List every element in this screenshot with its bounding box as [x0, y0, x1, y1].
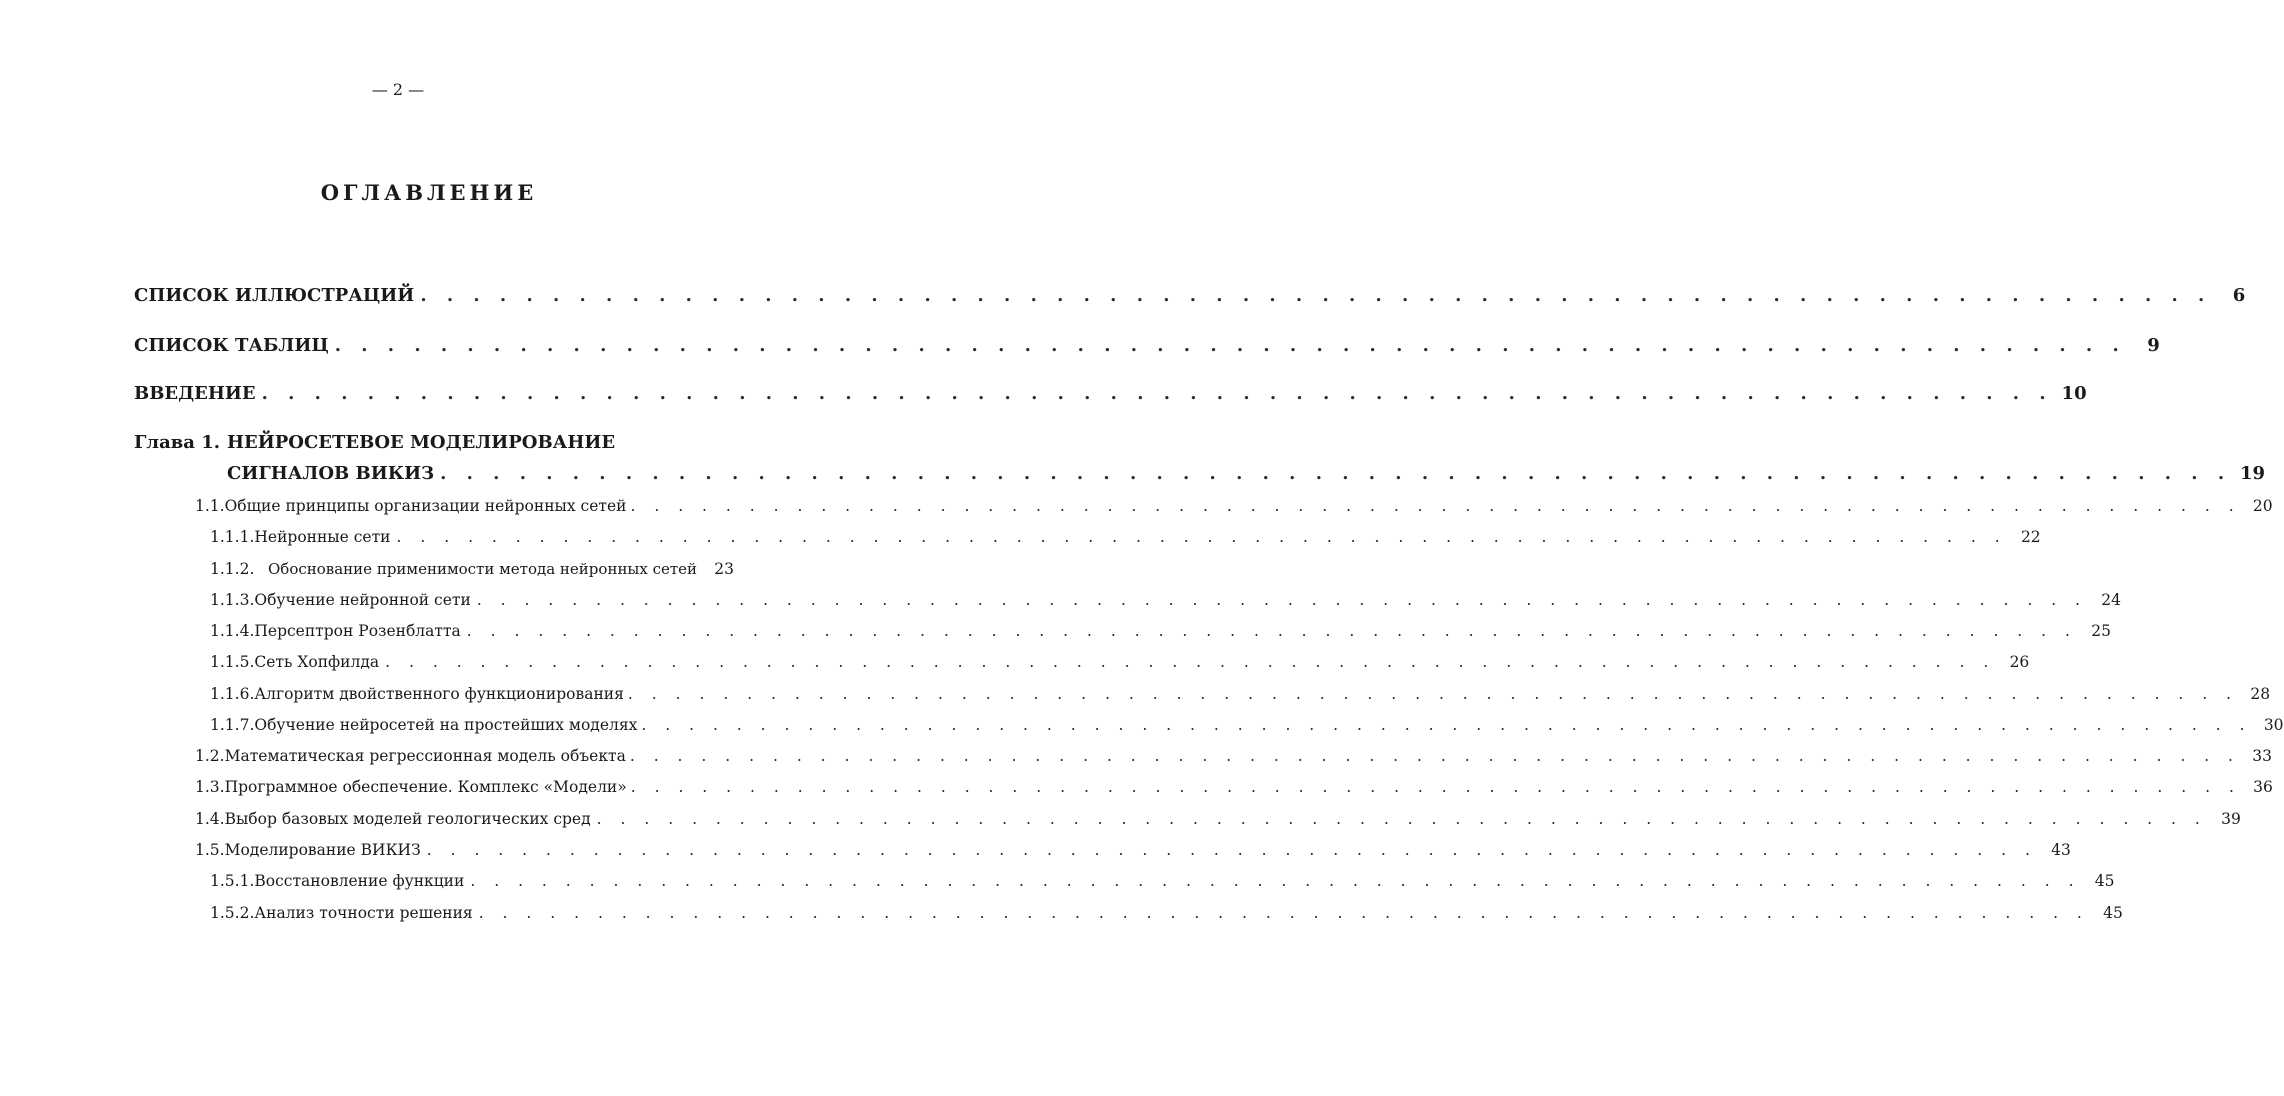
toc-entry-subsection[interactable]: [210, 716, 2284, 734]
section-title: Нейронные сети: [254, 528, 391, 546]
leader-dots: . . . . . . . . . . . . . . . . . . . . . . . . . . . . . . . . . . . . . . . . . . . . . . . . . . . . . . . . . . . . . . . . . . . .: [261, 383, 2053, 404]
leader-dots: . . . . . . . . . . . . . . . . . . . . . . . . . . . . . . . . . . . . . . . . . . . . . . . . . . . . . . . . . . . . . . . . . . . .: [470, 872, 2081, 890]
section-title: Программное обеспечение. Комплекс «Модели»: [224, 778, 627, 796]
leader-dots: . . . . . . . . . . . . . . . . . . . . . . . . . . . . . . . . . . . . . . . . . . . . . . . . . . . . . . . . . . . . . . . . . . . .: [420, 285, 2212, 306]
section-page: 20: [2252, 497, 2273, 515]
entry-page: 10: [2061, 383, 2087, 404]
section-page: 39: [2221, 810, 2241, 828]
section-number: 1.1.6.: [210, 685, 255, 703]
chapter-title-continuation[interactable]: [227, 463, 2266, 484]
section-page: 33: [2252, 747, 2272, 765]
leader-dots: . . . . . . . . . . . . . . . . . . . . . . . . . . . . . . . . . . . . . . . . . . . . . . . . . . . . . . . . . . . . . . . . . . . .: [476, 591, 2087, 609]
section-number: 1.5.1.: [210, 872, 255, 890]
entry-title: СПИСОК ТАБЛИЦ: [134, 335, 329, 356]
section-title: Математическая регрессионная модель объекта: [224, 747, 626, 765]
page-number: — 2 —: [371, 80, 425, 99]
section-page: 24: [2101, 591, 2121, 609]
section-number: 1.1.2.: [210, 560, 255, 578]
leader-dots: . . . . . . . . . . . . . . . . . . . . . . . . . . . . . . . . . . . . . . . . . . . . . . . . . . . . . . . . . . . . . . . . . . . .: [385, 653, 1996, 671]
section-page: 30: [2263, 716, 2284, 734]
section-number: 1.5.: [195, 841, 225, 859]
section-number: 1.1.4.: [210, 622, 255, 640]
section-page: 36: [2253, 778, 2273, 796]
leader-dots: . . . . . . . . . . . . . . . . . . . . . . . . . . . . . . . . . . . . . . . . . . . . . . . . . . . . . . . . . . . . . . . . . . . .: [596, 810, 2207, 828]
section-page: 45: [2103, 904, 2123, 922]
leader-dots: . . . . . . . . . . . . . . . . . . . . . . . . . . . . . . . . . . . . . . . . . . . . . . . . . . . . . . . . . . . . . . . . . . . .: [426, 841, 2037, 859]
entry-title: ВВЕДЕНИЕ: [134, 383, 256, 404]
entry-page: 19: [2240, 463, 2266, 484]
chapter-heading[interactable]: [134, 432, 615, 453]
toc-title: ОГЛАВЛЕНИЕ: [320, 180, 538, 205]
toc-entry-subsection[interactable]: [210, 653, 2030, 671]
toc-entry-subsection[interactable]: [210, 591, 2121, 609]
section-title: Восстановление функции: [254, 872, 465, 890]
chapter-label: Глава 1.: [134, 432, 221, 453]
section-page: 26: [2009, 653, 2030, 671]
section-title: Обучение нейронной сети: [254, 591, 471, 609]
section-number: 1.1.1.: [210, 528, 255, 546]
section-page: 25: [2091, 622, 2111, 640]
section-title: Персептрон Розенблатта: [254, 622, 461, 640]
section-title: Выбор базовых моделей геологических сред: [224, 810, 591, 828]
chapter-title-line2: СИГНАЛОВ ВИКИЗ: [227, 463, 435, 484]
toc-entry-list-of-tables[interactable]: [134, 335, 2160, 356]
entry-title: СПИСОК ИЛЛЮСТРАЦИЙ: [134, 285, 415, 306]
section-title: Моделирование ВИКИЗ: [224, 841, 421, 859]
section-title: Алгоритм двойственного функционирования: [254, 685, 624, 703]
toc-entry-list-of-illustrations[interactable]: [134, 285, 2246, 306]
leader-dots: . . . . . . . . . . . . . . . . . . . . . . . . . . . . . . . . . . . . . . . . . . . . . . . . . . . . . . . . . . . . . . . . . . . .: [629, 747, 2240, 765]
leader-dots: . . . . . . . . . . . . . . . . . . . . . . . . . . . . . . . . . . . . . . . . . . . . . . . . . . . . . . . . . . . . . . . . . . . .: [478, 904, 2089, 922]
toc-entry-introduction[interactable]: [134, 383, 2087, 404]
leader-dots: . . . . . . . . . . . . . . . . . . . . . . . . . . . . . . . . . . . . . . . . . . . . . . . . . . . . . . . . . . . . . . . . . . . .: [630, 497, 2241, 515]
leader-dots: . . . . . . . . . . . . . . . . . . . . . . . . . . . . . . . . . . . . . . . . . . . . . . . . . . . . . . . . . . . . . . . . . . . .: [466, 622, 2077, 640]
section-number: 1.2.: [195, 747, 225, 765]
section-page: 28: [2250, 685, 2271, 703]
toc-entry-section[interactable]: [195, 841, 2071, 859]
toc-entry-subsection[interactable]: [210, 685, 2271, 703]
toc-entry-section[interactable]: [195, 497, 2273, 515]
toc-entry-subsection[interactable]: [210, 622, 2111, 640]
leader-dots: . . . . . . . . . . . . . . . . . . . . . . . . . . . . . . . . . . . . . . . . . . . . . . . . . . . . . . . . . . . . . . . . . . . .: [334, 335, 2126, 356]
toc-entry-subsection[interactable]: [210, 872, 2115, 890]
toc-entry-section[interactable]: [195, 778, 2273, 796]
section-page: 45: [2094, 872, 2115, 890]
section-number: 1.1.7.: [210, 716, 255, 734]
toc-entry-section[interactable]: [195, 747, 2272, 765]
toc-entry-subsection[interactable]: [210, 560, 734, 578]
section-title: Обучение нейросетей на простейших моделях: [254, 716, 638, 734]
section-title: Обоснование применимости метода нейронных сетей: [268, 560, 698, 578]
section-number: 1.3.: [195, 778, 225, 796]
section-number: 1.1.5.: [210, 653, 255, 671]
section-title: Анализ точности решения: [254, 904, 473, 922]
leader-dots: . . . . . . . . . . . . . . . . . . . . . . . . . . . . . . . . . . . . . . . . . . . . . . . . . . . . . . . . . . . . . . . . . . . .: [630, 778, 2241, 796]
toc-entry-subsection[interactable]: [210, 528, 2041, 546]
section-number: 1.5.2.: [210, 904, 255, 922]
leader-dots: . . . . . . . . . . . . . . . . . . . . . . . . . . . . . . . . . . . . . . . . . . . . . . . . . . . . . . . . . . . . . . . . . . . .: [627, 685, 2239, 703]
section-title: Сеть Хопфилда: [254, 653, 380, 671]
section-page: 22: [2020, 528, 2041, 546]
toc-entry-subsection[interactable]: [210, 904, 2123, 922]
section-page: 23: [714, 560, 734, 578]
leader-dots: . . . . . . . . . . . . . . . . . . . . . . . . . . . . . . . . . . . . . . . . . . . . . . . . . . . . . . . . . . . . . . . . . . . .: [440, 463, 2232, 484]
section-number: 1.1.: [195, 497, 225, 515]
section-number: 1.4.: [195, 810, 225, 828]
leader-dots: . . . . . . . . . . . . . . . . . . . . . . . . . . . . . . . . . . . . . . . . . . . . . . . . . . . . . . . . . . . . . . . . . . . .: [641, 716, 2252, 734]
leader-dots: . . . . . . . . . . . . . . . . . . . . . . . . . . . . . . . . . . . . . . . . . . . . . . . . . . . . . . . . . . . . . . . . . . . .: [396, 528, 2007, 546]
section-number: 1.1.3.: [210, 591, 255, 609]
toc-entry-section[interactable]: [195, 810, 2241, 828]
chapter-title-line1: НЕЙРОСЕТЕВОЕ МОДЕЛИРОВАНИЕ: [227, 432, 616, 453]
section-page: 43: [2051, 841, 2071, 859]
entry-page: 9: [2147, 335, 2160, 356]
section-title: Общие принципы организации нейронных сетей: [224, 497, 627, 515]
entry-page: 6: [2232, 285, 2246, 306]
